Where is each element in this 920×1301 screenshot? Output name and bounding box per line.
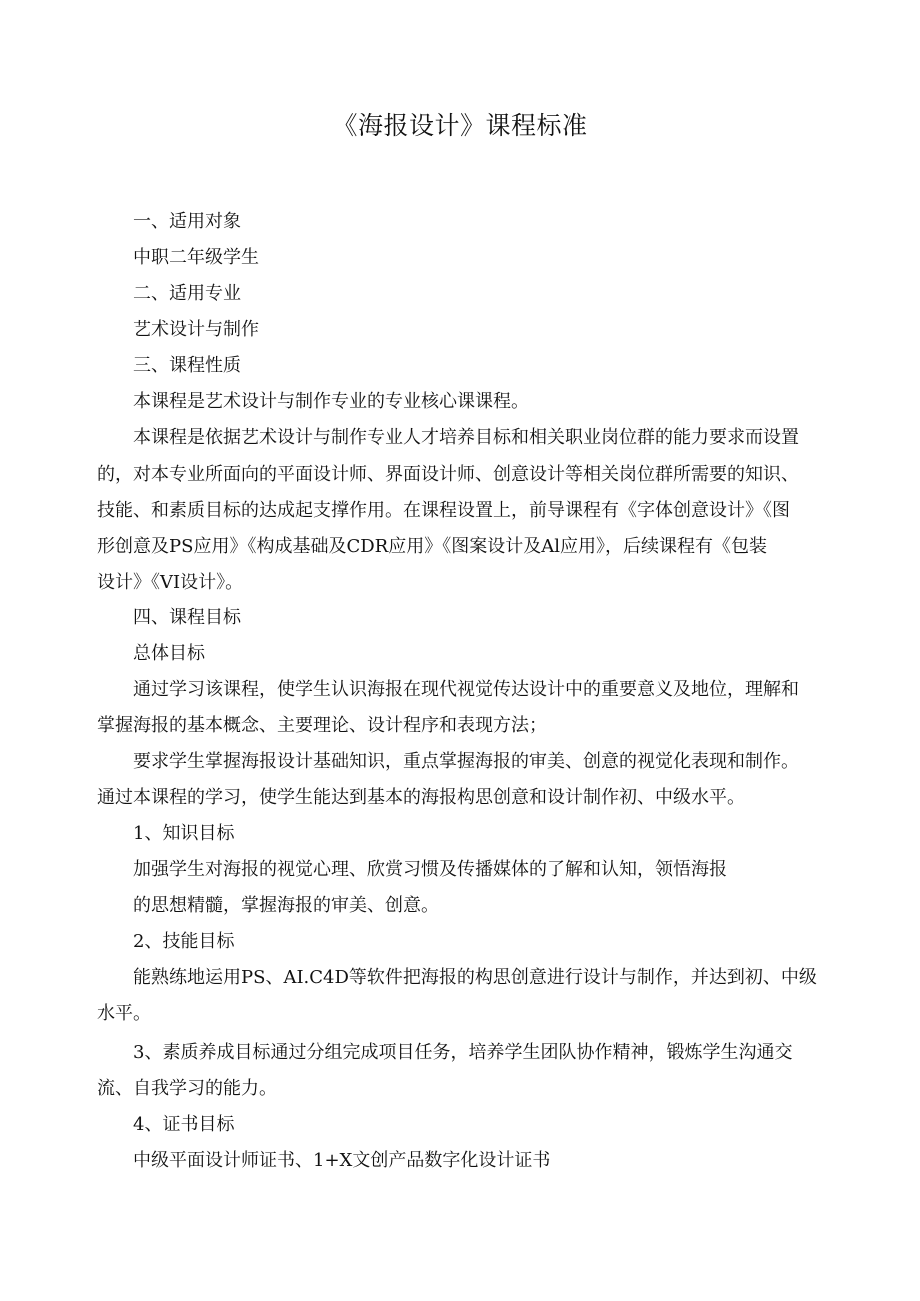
paragraph-skill-line-1: 能熟练地运用PS、AI.C4D等软件把海报的构思创意进行设计与制作，并达到初、中级 (133, 967, 817, 988)
subheading-overall-goal: 总体目标 (133, 643, 205, 664)
section-heading-major: 二、适用专业 (133, 283, 241, 304)
paragraph-nature-2-line-2: 的，对本专业所面向的平面设计师、界面设计师、创意设计等相关岗位群所需要的知识、 (97, 464, 799, 485)
paragraph-certificate: 中级平面设计师证书、1+X文创产品数字化设计证书 (133, 1150, 551, 1171)
paragraph-major: 艺术设计与制作 (133, 319, 259, 340)
subheading-skill-goal: 2、技能目标 (133, 931, 235, 952)
section-heading-nature: 三、课程性质 (133, 355, 241, 376)
subheading-knowledge-goal: 1、知识目标 (133, 823, 235, 844)
document-title: 《海报设计》课程标准 (332, 111, 588, 140)
paragraph-skill-line-2: 水平。 (97, 1003, 151, 1024)
paragraph-quality-line-2: 流、自我学习的能力。 (97, 1078, 277, 1099)
paragraph-knowledge-line-1: 加强学生对海报的视觉心理、欣赏习惯及传播媒体的了解和认知，领悟海报 (133, 859, 727, 880)
paragraph-goal-2-line-1: 要求学生掌握海报设计基础知识，重点掌握海报的审美、创意的视觉化表现和制作。 (133, 751, 799, 772)
paragraph-goal-2-line-2: 通过本课程的学习，使学生能达到基本的海报构思创意和设计制作初、中级水平。 (97, 787, 745, 808)
paragraph-nature-2-line-1: 本课程是依据艺术设计与制作专业人才培养目标和相关职业岗位群的能力要求而设置 (133, 427, 799, 448)
paragraph-nature-1: 本课程是艺术设计与制作专业的专业核心课课程。 (133, 391, 529, 412)
section-heading-target: 一、适用对象 (133, 211, 241, 232)
subheading-certificate-goal: 4、证书目标 (133, 1114, 235, 1135)
paragraph-nature-2-line-5: 设计》《VI设计》。 (97, 572, 244, 593)
paragraph-knowledge-line-2: 的思想精髓，掌握海报的审美、创意。 (133, 895, 439, 916)
paragraph-nature-2-line-3: 技能、和素质目标的达成起支撑作用。在课程设置上，前导课程有《字体创意设计》《图 (97, 500, 790, 521)
paragraph-target: 中职二年级学生 (133, 247, 259, 268)
paragraph-nature-2-line-4: 形创意及PS应用》《构成基础及CDR应用》《图案设计及Al应用》，后续课程有《包装 (97, 536, 767, 557)
paragraph-goal-1-line-2: 掌握海报的基本概念、主要理论、设计程序和表现方法； (97, 715, 547, 736)
section-heading-goals: 四、课程目标 (133, 607, 241, 628)
paragraph-quality-line-1: 3、素质养成目标通过分组完成项目任务，培养学生团队协作精神，锻炼学生沟通交 (133, 1042, 793, 1063)
paragraph-goal-1-line-1: 通过学习该课程，使学生认识海报在现代视觉传达设计中的重要意义及地位，理解和 (133, 679, 799, 700)
